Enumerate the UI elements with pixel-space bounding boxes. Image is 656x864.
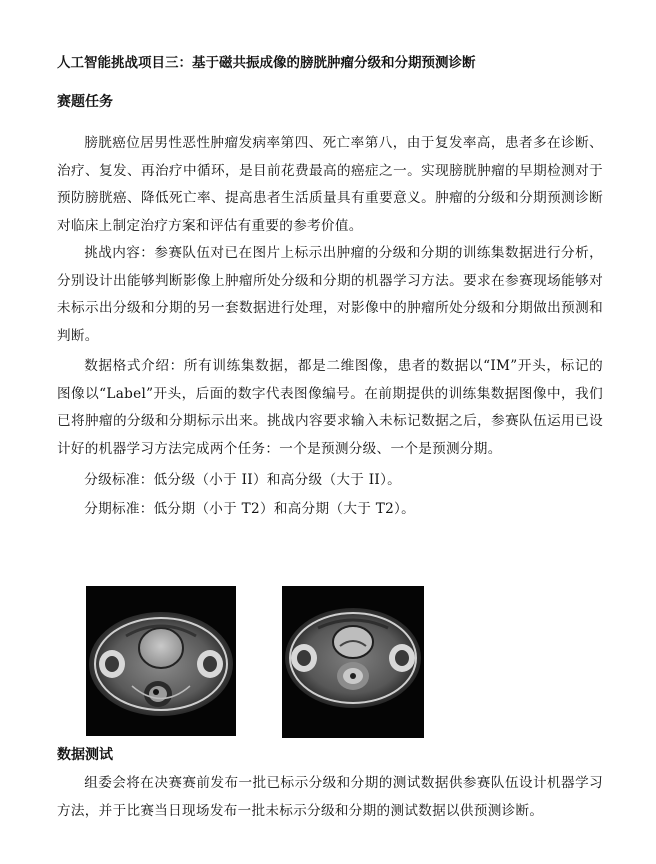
paragraph-challenge: 挑战内容：参赛队伍对已在图片上标示出肿瘤的分级和分期的训练集数据进行分析，分别设计出能够判断影像上肿瘤所处分级和分期的机器学习方法。要求在参赛现场能够对未标示出分级和分期的另一套数据进行处理，对影像中的肿瘤所处分级和分期做出预测和判断。 <box>57 245 603 344</box>
mri-scan-graphic-2 <box>282 586 424 738</box>
document-title: 人工智能挑战项目三：基于磁共振成像的膀胱肿瘤分级和分期预测诊断 <box>57 55 476 71</box>
section-heading-task: 赛题任务 <box>57 94 113 110</box>
mri-scan-image-2 <box>282 586 424 738</box>
paragraph-test-data: 组委会将在决赛赛前发布一批已标示分级和分期的测试数据供参赛队伍设计机器学习方法，并于比赛当日现场发布一批未标示分级和分期的测试数据以供预测诊断。 <box>57 775 603 819</box>
paragraph-background: 膀胱癌位居男性恶性肿瘤发病率第四、死亡率第八，由于复发率高，患者多在诊断、治疗、复发、再治疗中循环，是目前花费最高的癌症之一。实现膀胱肿瘤的早期检测对于预防膀胱癌、降低死亡率、提高患者生活质量具有重要意义。肿瘤的分级和分期预测诊断对临床上制定治疗方案和评估有重要的参考价值。 <box>57 135 603 234</box>
paragraph-staging-standard: 分期标准：低分期（小于 T2）和高分期（大于 T2）。 <box>84 501 416 517</box>
mri-scan-image-1 <box>86 586 236 736</box>
paragraph-data-format: 数据格式介绍：所有训练集数据，都是二维图像，患者的数据以“IM”开头，标记的图像以“Label”开头，后面的数字代表图像编号。在前期提供的训练集数据图像中，我们已将肿瘤的分级和分期标示出来。挑战内容要求输入未标记数据之后，参赛队伍运用已设计好的机器学习方法完成两个任务：一个是预测分级、一个是预测分期。 <box>57 358 603 457</box>
paragraph-grading-standard: 分级标准：低分级（小于 II）和高分级（大于 II）。 <box>84 472 402 488</box>
section-heading-test: 数据测试 <box>57 747 113 763</box>
mri-scan-graphic-1 <box>86 586 236 736</box>
